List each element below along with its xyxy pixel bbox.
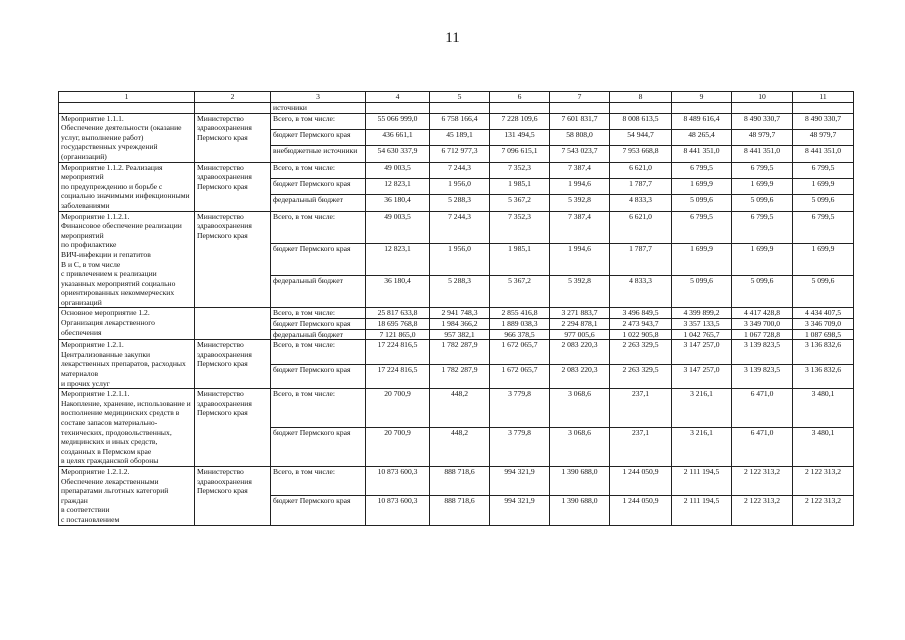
amount-cell: 5 099,6 — [793, 195, 854, 211]
executor: Министерство здравоохранения Пермского края — [195, 389, 271, 467]
amount-cell: 4 417 428,8 — [732, 308, 793, 319]
amount-cell: 1 067 728,8 — [732, 329, 793, 340]
amount-cell: 1 042 765,7 — [672, 329, 732, 340]
amount-cell: 3 216,1 — [672, 389, 732, 428]
amount-cell: 18 695 768,8 — [366, 319, 430, 330]
amount-cell: 2 122 313,2 — [732, 496, 793, 525]
measure-name: Мероприятие 1.1.2.1. Финансовое обеспечение реализации мероприятий по профилактике ВИЧ-инфекции и гепатитов В и С, в том числе с привлечением к реализации указанных мероприятий социально ориентированных некоммерческих организаций — [59, 211, 195, 308]
amount-cell: 7 601 831,7 — [550, 113, 610, 129]
executor: Министерство здравоохранения Пермского края — [195, 340, 271, 389]
funding-source: бюджет Пермского края — [271, 319, 366, 330]
amount-cell: 6 621,0 — [610, 162, 672, 178]
amount-cell: 17 224 816,5 — [366, 340, 430, 364]
table-row — [59, 162, 854, 178]
column-number: 8 — [610, 92, 672, 103]
amount-cell: 1 087 698,5 — [793, 329, 854, 340]
funding-source: Всего, в том числе: — [271, 389, 366, 428]
amount-cell: 5 099,6 — [672, 195, 732, 211]
amount-cell: 1 699,9 — [793, 243, 854, 275]
measure-name: Мероприятие 1.1.2. Реализация мероприятий по предупреждению и борьбе с социально значимыми инфекционными заболеваниями — [59, 162, 195, 211]
amount-cell: 48 979,7 — [793, 129, 854, 145]
amount-cell: 3 357 133,5 — [672, 319, 732, 330]
amount-cell: 1 390 688,0 — [550, 466, 610, 495]
amount-cell: 1 390 688,0 — [550, 496, 610, 525]
budget-table — [58, 91, 854, 526]
amount-cell: 2 473 943,7 — [610, 319, 672, 330]
amount-cell: 8 441 351,0 — [672, 146, 732, 162]
amount-cell: 7 352,3 — [490, 211, 550, 243]
amount-cell: 3 779,8 — [490, 389, 550, 428]
column-number: 10 — [732, 92, 793, 103]
amount-cell: 5 099,6 — [793, 276, 854, 308]
amount-cell: 6 471,0 — [732, 389, 793, 428]
amount-cell: 1 985,1 — [490, 243, 550, 275]
amount-cell: 8 441 351,0 — [732, 146, 793, 162]
amount-cell: 448,2 — [430, 389, 490, 428]
amount-cell: 7 352,3 — [490, 162, 550, 178]
page-number: 11 — [445, 30, 460, 46]
funding-source: Всего, в том числе: — [271, 113, 366, 129]
measure-name: Мероприятие 1.2.1.2. Обеспечение лекарственными препаратами льготных категорий граждан в соответствии с постановлением — [59, 466, 195, 525]
amount-cell: 7 387,4 — [550, 162, 610, 178]
continuation-source: источники — [271, 103, 366, 114]
amount-cell: 2 941 748,3 — [430, 308, 490, 319]
amount-cell: 4 833,3 — [610, 195, 672, 211]
table-row — [59, 340, 854, 364]
amount-cell: 58 808,0 — [550, 129, 610, 145]
amount-cell: 8 489 616,4 — [672, 113, 732, 129]
amount-cell: 3 139 823,5 — [732, 364, 793, 388]
amount-cell: 10 873 600,3 — [366, 496, 430, 525]
amount-cell: 977 005,6 — [550, 329, 610, 340]
amount-cell: 6 621,0 — [610, 211, 672, 243]
amount-cell: 20 700,9 — [366, 389, 430, 428]
column-number: 4 — [366, 92, 430, 103]
amount-cell: 1 699,9 — [732, 243, 793, 275]
amount-cell: 2 122 313,2 — [732, 466, 793, 495]
continuation-cell — [195, 103, 271, 114]
executor: Министерство здравоохранения Пермского края — [195, 466, 271, 525]
amount-cell: 4 833,3 — [610, 276, 672, 308]
amount-cell: 1 787,7 — [610, 243, 672, 275]
amount-cell: 17 224 816,5 — [366, 364, 430, 388]
amount-cell: 1 699,9 — [793, 178, 854, 194]
funding-source: Всего, в том числе: — [271, 211, 366, 243]
amount-cell: 1 782 287,9 — [430, 364, 490, 388]
amount-cell: 3 068,6 — [550, 428, 610, 467]
amount-cell: 1 956,0 — [430, 178, 490, 194]
amount-cell: 888 718,6 — [430, 496, 490, 525]
continuation-cell — [430, 103, 490, 114]
amount-cell: 994 321,9 — [490, 496, 550, 525]
amount-cell: 55 066 999,0 — [366, 113, 430, 129]
amount-cell: 1 889 038,3 — [490, 319, 550, 330]
amount-cell: 48 265,4 — [672, 129, 732, 145]
amount-cell: 3 346 709,0 — [793, 319, 854, 330]
executor: Министерство здравоохранения Пермского края — [195, 211, 271, 308]
amount-cell: 5 392,8 — [550, 276, 610, 308]
amount-cell: 48 979,7 — [732, 129, 793, 145]
amount-cell: 1 787,7 — [610, 178, 672, 194]
amount-cell: 36 180,4 — [366, 276, 430, 308]
table-row — [59, 389, 854, 428]
measure-name: Мероприятие 1.2.1.1. Накопление, хранение, использование и восполнение медицинских средств в составе запасов материально-технических, продовольственных, медицинских и иных средств, созданных в Пермском крае в целях гражданской обороны — [59, 389, 195, 467]
column-number: 7 — [550, 92, 610, 103]
amount-cell: 2 122 313,2 — [793, 496, 854, 525]
amount-cell: 3 147 257,0 — [672, 340, 732, 364]
amount-cell: 2 083 220,3 — [550, 340, 610, 364]
amount-cell: 20 700,9 — [366, 428, 430, 467]
amount-cell: 5 288,3 — [430, 276, 490, 308]
amount-cell: 1 244 050,9 — [610, 496, 672, 525]
amount-cell: 6 799,5 — [793, 162, 854, 178]
table-row — [59, 113, 854, 129]
amount-cell: 5 099,6 — [732, 276, 793, 308]
table-row — [59, 466, 854, 495]
amount-cell: 1 699,9 — [672, 178, 732, 194]
column-number: 6 — [490, 92, 550, 103]
amount-cell: 49 003,5 — [366, 211, 430, 243]
amount-cell: 3 139 823,5 — [732, 340, 793, 364]
continuation-cell — [550, 103, 610, 114]
amount-cell: 3 480,1 — [793, 389, 854, 428]
amount-cell: 1 956,0 — [430, 243, 490, 275]
executor — [195, 308, 271, 340]
funding-source: бюджет Пермского края — [271, 243, 366, 275]
amount-cell: 36 180,4 — [366, 195, 430, 211]
column-number: 1 — [59, 92, 195, 103]
funding-source: федеральный бюджет — [271, 329, 366, 340]
funding-source: Всего, в том числе: — [271, 466, 366, 495]
amount-cell: 45 189,1 — [430, 129, 490, 145]
amount-cell: 7 953 668,8 — [610, 146, 672, 162]
amount-cell: 6 799,5 — [672, 211, 732, 243]
amount-cell: 7 121 865,0 — [366, 329, 430, 340]
amount-cell: 2 083 220,3 — [550, 364, 610, 388]
amount-cell: 6 799,5 — [732, 211, 793, 243]
executor: Министерство здравоохранения Пермского края — [195, 113, 271, 162]
column-number: 9 — [672, 92, 732, 103]
amount-cell: 237,1 — [610, 389, 672, 428]
amount-cell: 994 321,9 — [490, 466, 550, 495]
amount-cell: 54 630 337,9 — [366, 146, 430, 162]
amount-cell: 2 111 194,5 — [672, 466, 732, 495]
amount-cell: 10 873 600,3 — [366, 466, 430, 495]
amount-cell: 4 399 899,2 — [672, 308, 732, 319]
amount-cell: 8 008 613,5 — [610, 113, 672, 129]
continuation-row — [59, 103, 854, 114]
amount-cell: 6 471,0 — [732, 428, 793, 467]
funding-source: бюджет Пермского края — [271, 364, 366, 388]
funding-source: Всего, в том числе: — [271, 340, 366, 364]
amount-cell: 12 823,1 — [366, 178, 430, 194]
amount-cell: 1 984 366,2 — [430, 319, 490, 330]
amount-cell: 3 147 257,0 — [672, 364, 732, 388]
funding-source: бюджет Пермского края — [271, 428, 366, 467]
amount-cell: 436 661,1 — [366, 129, 430, 145]
funding-source: бюджет Пермского края — [271, 129, 366, 145]
continuation-cell — [672, 103, 732, 114]
amount-cell: 7 244,3 — [430, 162, 490, 178]
column-number: 3 — [271, 92, 366, 103]
amount-cell: 5 099,6 — [732, 195, 793, 211]
continuation-cell — [366, 103, 430, 114]
amount-cell: 7 096 615,1 — [490, 146, 550, 162]
amount-cell: 1 985,1 — [490, 178, 550, 194]
amount-cell: 2 263 329,5 — [610, 340, 672, 364]
amount-cell: 131 494,5 — [490, 129, 550, 145]
amount-cell: 3 271 883,7 — [550, 308, 610, 319]
amount-cell: 5 288,3 — [430, 195, 490, 211]
amount-cell: 54 944,7 — [610, 129, 672, 145]
measure-name: Основное мероприятие 1.2. Организация лекарственного обеспечения — [59, 308, 195, 340]
amount-cell: 1 994,6 — [550, 178, 610, 194]
amount-cell: 2 294 878,1 — [550, 319, 610, 330]
amount-cell: 7 387,4 — [550, 211, 610, 243]
amount-cell: 6 799,5 — [793, 211, 854, 243]
amount-cell: 1 782 287,9 — [430, 340, 490, 364]
amount-cell: 3 480,1 — [793, 428, 854, 467]
measure-name: Мероприятие 1.2.1. Централизованные закупки лекарственных препаратов, расходных материалов и прочих услуг — [59, 340, 195, 389]
amount-cell: 2 855 416,8 — [490, 308, 550, 319]
column-number: 5 — [430, 92, 490, 103]
amount-cell: 1 672 065,7 — [490, 340, 550, 364]
column-number: 11 — [793, 92, 854, 103]
amount-cell: 448,2 — [430, 428, 490, 467]
amount-cell: 6 758 166,4 — [430, 113, 490, 129]
table-row — [59, 211, 854, 243]
funding-source: Всего, в том числе: — [271, 162, 366, 178]
amount-cell: 3 349 700,0 — [732, 319, 793, 330]
amount-cell: 3 496 849,5 — [610, 308, 672, 319]
amount-cell: 5 099,6 — [672, 276, 732, 308]
amount-cell: 8 490 330,7 — [732, 113, 793, 129]
amount-cell: 3 779,8 — [490, 428, 550, 467]
amount-cell: 966 378,5 — [490, 329, 550, 340]
funding-source: бюджет Пермского края — [271, 496, 366, 525]
amount-cell: 2 111 194,5 — [672, 496, 732, 525]
amount-cell: 7 244,3 — [430, 211, 490, 243]
amount-cell: 5 367,2 — [490, 276, 550, 308]
amount-cell: 1 994,6 — [550, 243, 610, 275]
amount-cell: 1 672 065,7 — [490, 364, 550, 388]
measure-name: Мероприятие 1.1.1. Обеспечение деятельности (оказание услуг, выполнение работ) государственных учреждений (организаций) — [59, 113, 195, 162]
amount-cell: 3 068,6 — [550, 389, 610, 428]
amount-cell: 3 216,1 — [672, 428, 732, 467]
column-number-row — [59, 92, 854, 103]
executor: Министерство здравоохранения Пермского края — [195, 162, 271, 211]
amount-cell: 6 799,5 — [672, 162, 732, 178]
continuation-cell — [610, 103, 672, 114]
amount-cell: 5 392,8 — [550, 195, 610, 211]
amount-cell: 6 712 977,3 — [430, 146, 490, 162]
amount-cell: 5 367,2 — [490, 195, 550, 211]
amount-cell: 957 382,1 — [430, 329, 490, 340]
table-row — [59, 308, 854, 319]
amount-cell: 237,1 — [610, 428, 672, 467]
amount-cell: 1 699,9 — [732, 178, 793, 194]
amount-cell: 1 244 050,9 — [610, 466, 672, 495]
continuation-cell — [732, 103, 793, 114]
amount-cell: 3 136 832,6 — [793, 340, 854, 364]
amount-cell: 1 699,9 — [672, 243, 732, 275]
amount-cell: 3 136 832,6 — [793, 364, 854, 388]
amount-cell: 2 263 329,5 — [610, 364, 672, 388]
amount-cell: 49 003,5 — [366, 162, 430, 178]
column-number: 2 — [195, 92, 271, 103]
amount-cell: 8 490 330,7 — [793, 113, 854, 129]
continuation-cell — [59, 103, 195, 114]
amount-cell: 888 718,6 — [430, 466, 490, 495]
funding-source: внебюджетные источники — [271, 146, 366, 162]
amount-cell: 7 543 023,7 — [550, 146, 610, 162]
amount-cell: 7 228 109,6 — [490, 113, 550, 129]
funding-source: федеральный бюджет — [271, 195, 366, 211]
amount-cell: 12 823,1 — [366, 243, 430, 275]
amount-cell: 25 817 633,8 — [366, 308, 430, 319]
funding-source: Всего, в том числе: — [271, 308, 366, 319]
funding-source: бюджет Пермского края — [271, 178, 366, 194]
funding-source: федеральный бюджет — [271, 276, 366, 308]
amount-cell: 2 122 313,2 — [793, 466, 854, 495]
continuation-cell — [793, 103, 854, 114]
amount-cell: 1 022 905,8 — [610, 329, 672, 340]
amount-cell: 8 441 351,0 — [793, 146, 854, 162]
amount-cell: 4 434 407,5 — [793, 308, 854, 319]
continuation-cell — [490, 103, 550, 114]
amount-cell: 6 799,5 — [732, 162, 793, 178]
